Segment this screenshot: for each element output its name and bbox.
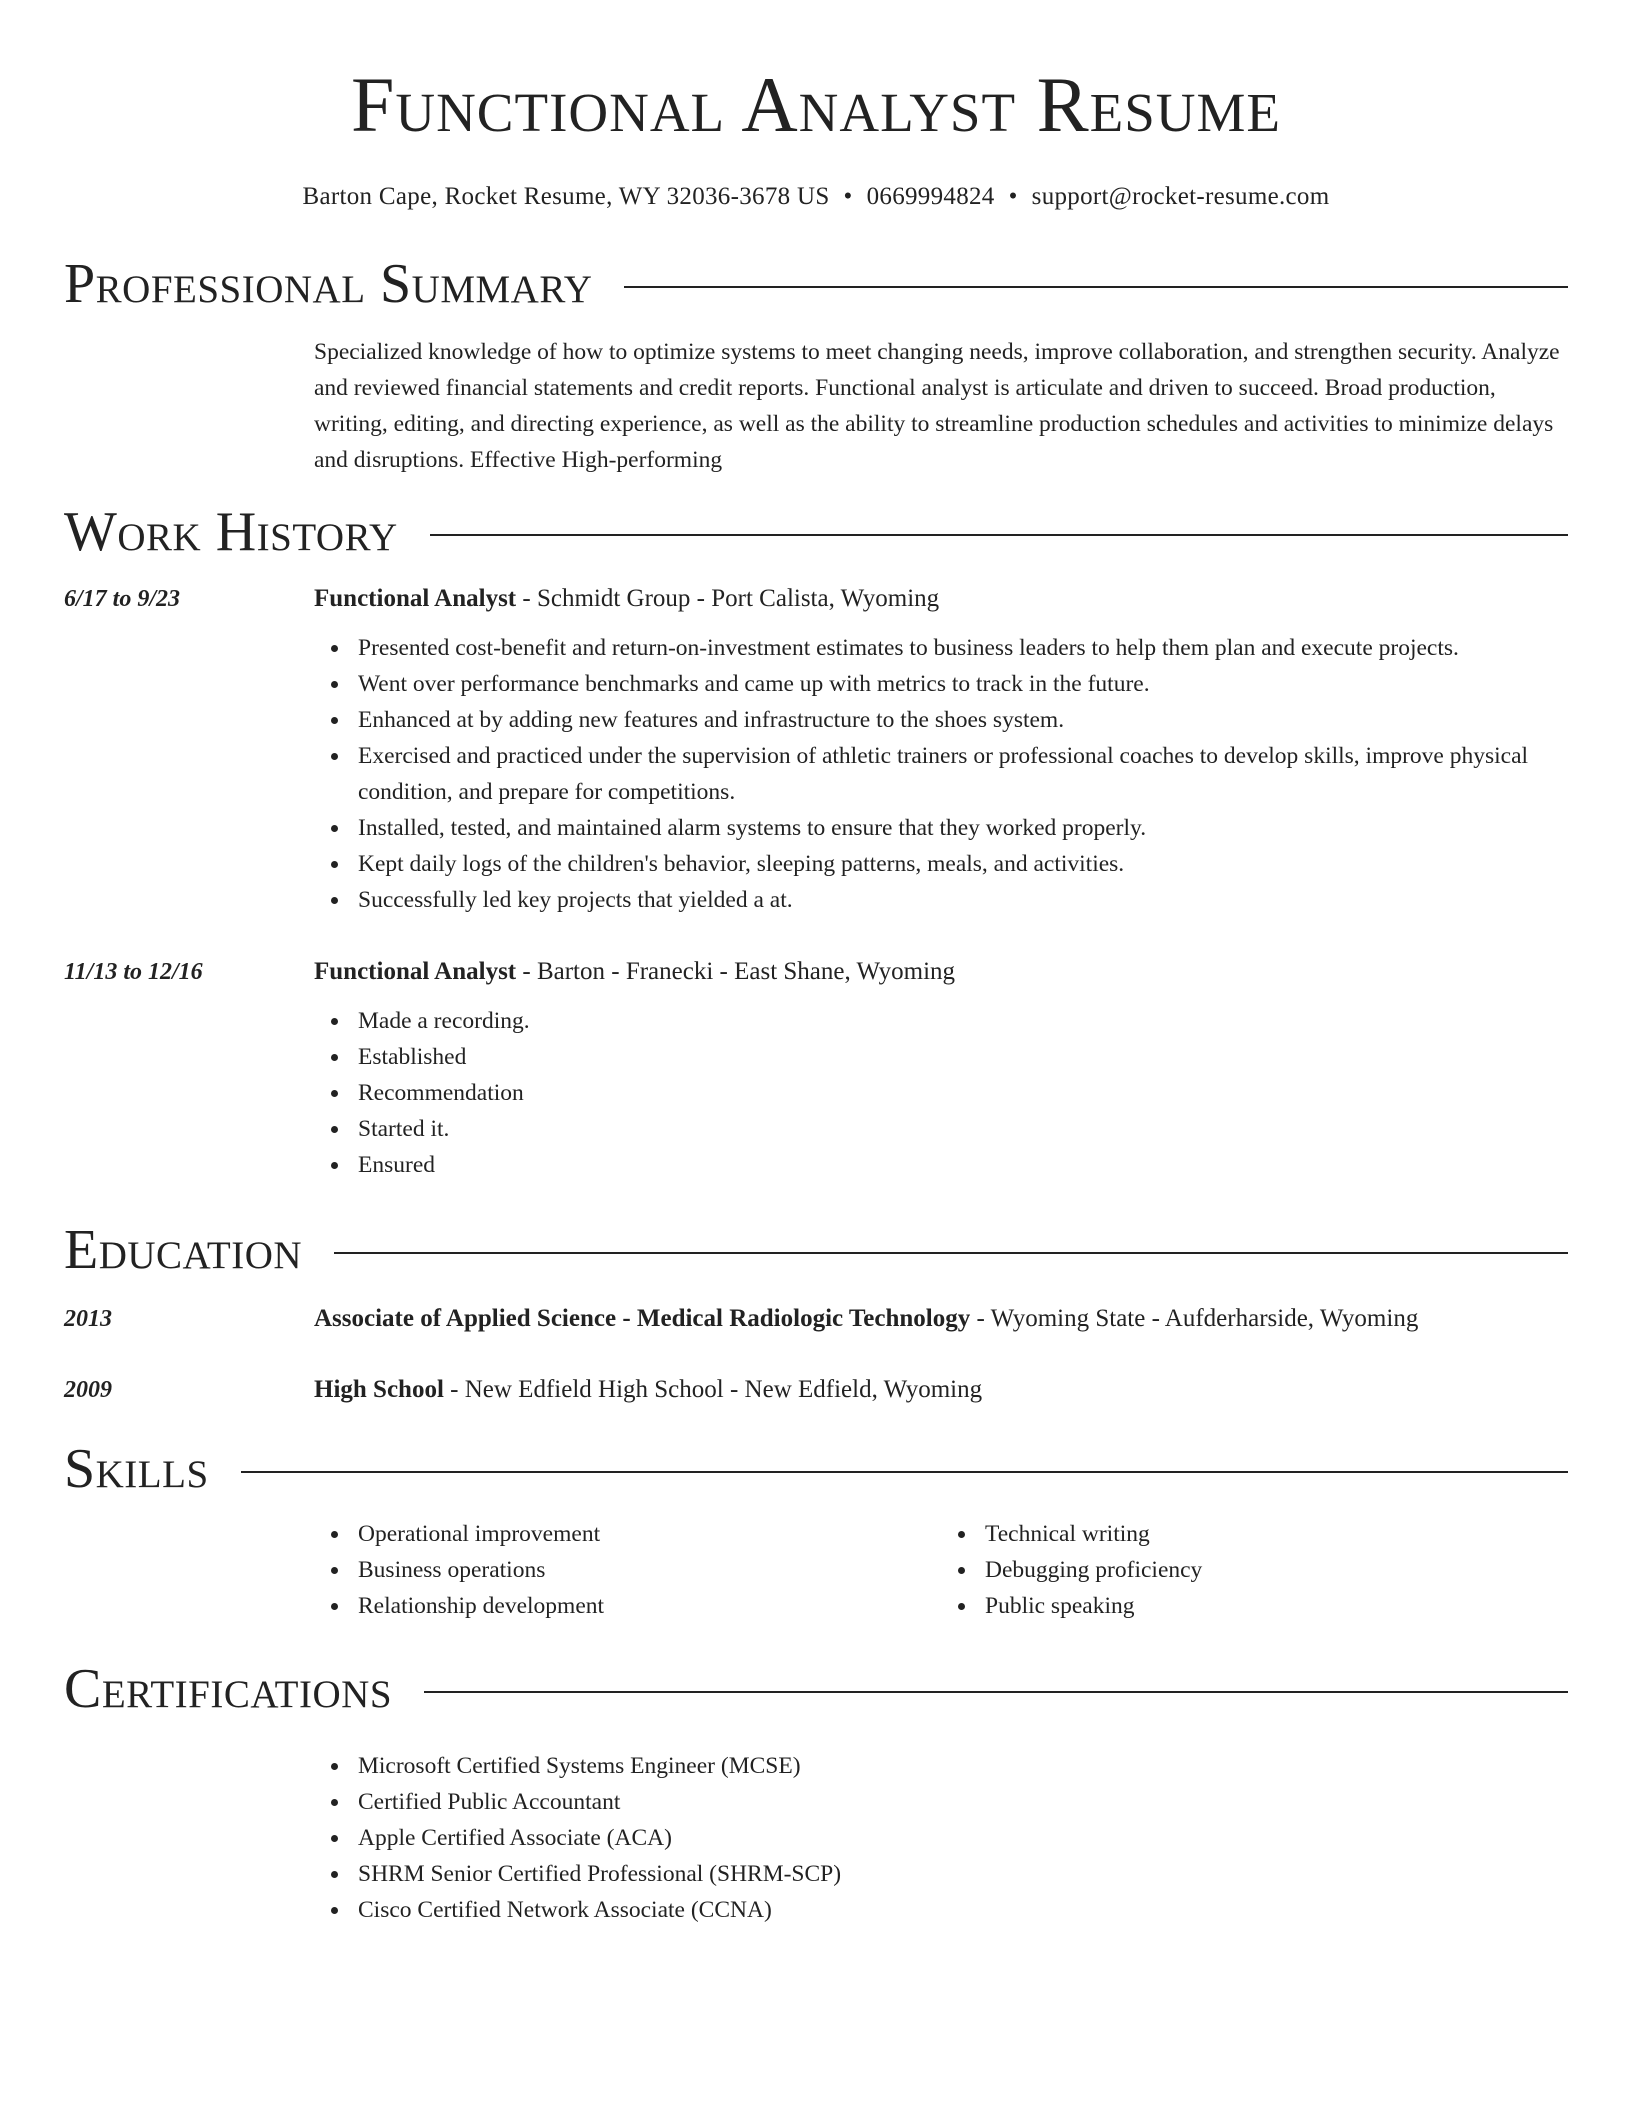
skills-heading: Skills xyxy=(64,1438,209,1500)
list-item: Public speaking xyxy=(985,1588,1568,1624)
job-details: - Barton - Franecki - East Shane, Wyoming xyxy=(516,958,956,985)
list-item: Exercised and practiced under the supervision of athletic trainers or professional coaches to develop skills, improve physical condition, and prepare for competitions. xyxy=(358,738,1568,810)
list-item: Went over performance benchmarks and came up with metrics to track in the future. xyxy=(358,666,1568,702)
section-divider xyxy=(334,1252,1568,1254)
education-row xyxy=(64,1375,1568,1405)
skills-list-left xyxy=(314,1516,941,1624)
list-item: Apple Certified Associate (ACA) xyxy=(358,1820,1568,1856)
list-item: Recommendation xyxy=(358,1075,1568,1111)
list-item: Cisco Certified Network Associate (CCNA) xyxy=(358,1892,1568,1928)
list-item: Made a recording. xyxy=(358,1003,1568,1039)
job-role: Functional Analyst xyxy=(314,585,517,612)
work-heading: Work History xyxy=(64,501,398,563)
education-degree: High School xyxy=(314,1376,444,1403)
list-item: Operational improvement xyxy=(358,1516,941,1552)
list-item: Kept daily logs of the children's behavior, sleeping patterns, meals, and activities. xyxy=(358,846,1568,882)
summary-section xyxy=(64,334,1568,478)
job-entry xyxy=(64,957,1568,1183)
contact-address: Barton Cape, Rocket Resume, WY 32036-3678 US xyxy=(302,183,830,210)
job-entry xyxy=(64,584,1568,918)
list-item: Ensured xyxy=(358,1147,1568,1183)
education-section-header xyxy=(64,1220,1568,1280)
list-item: Established xyxy=(358,1039,1568,1075)
list-item: Started it. xyxy=(358,1111,1568,1147)
list-item: Microsoft Certified Systems Engineer (MCSE) xyxy=(358,1748,1568,1784)
job-title-line xyxy=(314,584,939,614)
education-line xyxy=(314,1304,1418,1334)
list-item: Debugging proficiency xyxy=(985,1552,1568,1588)
list-item: Presented cost-benefit and return-on-investment estimates to business leaders to help them plan and execute projects. xyxy=(358,630,1568,666)
certifications-heading: Certifications xyxy=(64,1658,393,1720)
education-line xyxy=(314,1375,982,1405)
contact-separator: • xyxy=(1008,183,1018,210)
summary-heading: Professional Summary xyxy=(64,253,593,315)
list-item: Enhanced at by adding new features and infrastructure to the shoes system. xyxy=(358,702,1568,738)
list-item: Installed, tested, and maintained alarm systems to ensure that they worked properly. xyxy=(358,810,1568,846)
skills-grid xyxy=(314,1516,1568,1624)
summary-section-header xyxy=(64,254,1568,314)
list-item: Relationship development xyxy=(358,1588,941,1624)
education-date: 2013 xyxy=(64,1306,112,1332)
job-header xyxy=(64,584,1568,614)
job-details: - Schmidt Group - Port Calista, Wyoming xyxy=(516,585,940,612)
job-role: Functional Analyst xyxy=(314,958,517,985)
job-date: 6/17 to 9/23 xyxy=(64,586,181,612)
section-divider xyxy=(430,534,1568,536)
skills-section xyxy=(64,1516,1568,1624)
education-row xyxy=(64,1304,1568,1334)
education-degree: Associate of Applied Science - Medical Radiologic Technology xyxy=(314,1305,971,1332)
job-header xyxy=(64,957,1568,987)
list-item: Successfully led key projects that yielded a at. xyxy=(358,882,1568,918)
section-divider xyxy=(424,1691,1568,1693)
certifications-section-header xyxy=(64,1659,1568,1719)
job-bullets xyxy=(314,1003,1568,1183)
education-details: - Wyoming State - Aufderharside, Wyoming xyxy=(970,1305,1419,1332)
section-divider xyxy=(624,286,1568,288)
contact-email[interactable]: support@rocket-resume.com xyxy=(1031,183,1330,210)
resume-title: Functional Analyst Resume xyxy=(350,61,1282,148)
certifications-section xyxy=(64,1748,1568,1928)
education-entry xyxy=(64,1375,1568,1405)
education-heading: Education xyxy=(64,1219,303,1281)
job-date: 11/13 to 12/16 xyxy=(64,959,203,985)
contact-phone: 0669994824 xyxy=(866,183,995,210)
section-divider xyxy=(241,1471,1568,1473)
contact-separator: • xyxy=(843,183,853,210)
contact-line xyxy=(64,182,1568,212)
list-item: Certified Public Accountant xyxy=(358,1784,1568,1820)
job-title-line xyxy=(314,957,955,987)
list-item: Business operations xyxy=(358,1552,941,1588)
work-section-header xyxy=(64,502,1568,562)
certifications-list xyxy=(314,1748,1568,1928)
list-item: SHRM Senior Certified Professional (SHRM-SCP) xyxy=(358,1856,1568,1892)
list-item: Technical writing xyxy=(985,1516,1568,1552)
education-details: - New Edfield High School - New Edfield, Wyoming xyxy=(443,1376,983,1403)
skills-section-header xyxy=(64,1439,1568,1499)
job-bullets xyxy=(314,630,1568,918)
skills-list-right xyxy=(941,1516,1568,1624)
education-entry xyxy=(64,1304,1568,1334)
education-date: 2009 xyxy=(64,1377,112,1403)
summary-text: Specialized knowledge of how to optimize systems to meet changing needs, improve collaboration, and strengthen security. Analyze and reviewed financial statements and credit reports. Functional analyst is articulate and driven to succeed. Broad production, writing, editing, and directing experience, as well as the ability to streamline production schedules and activities to minimize delays and disruptions. Effective High-performing xyxy=(314,339,1560,473)
